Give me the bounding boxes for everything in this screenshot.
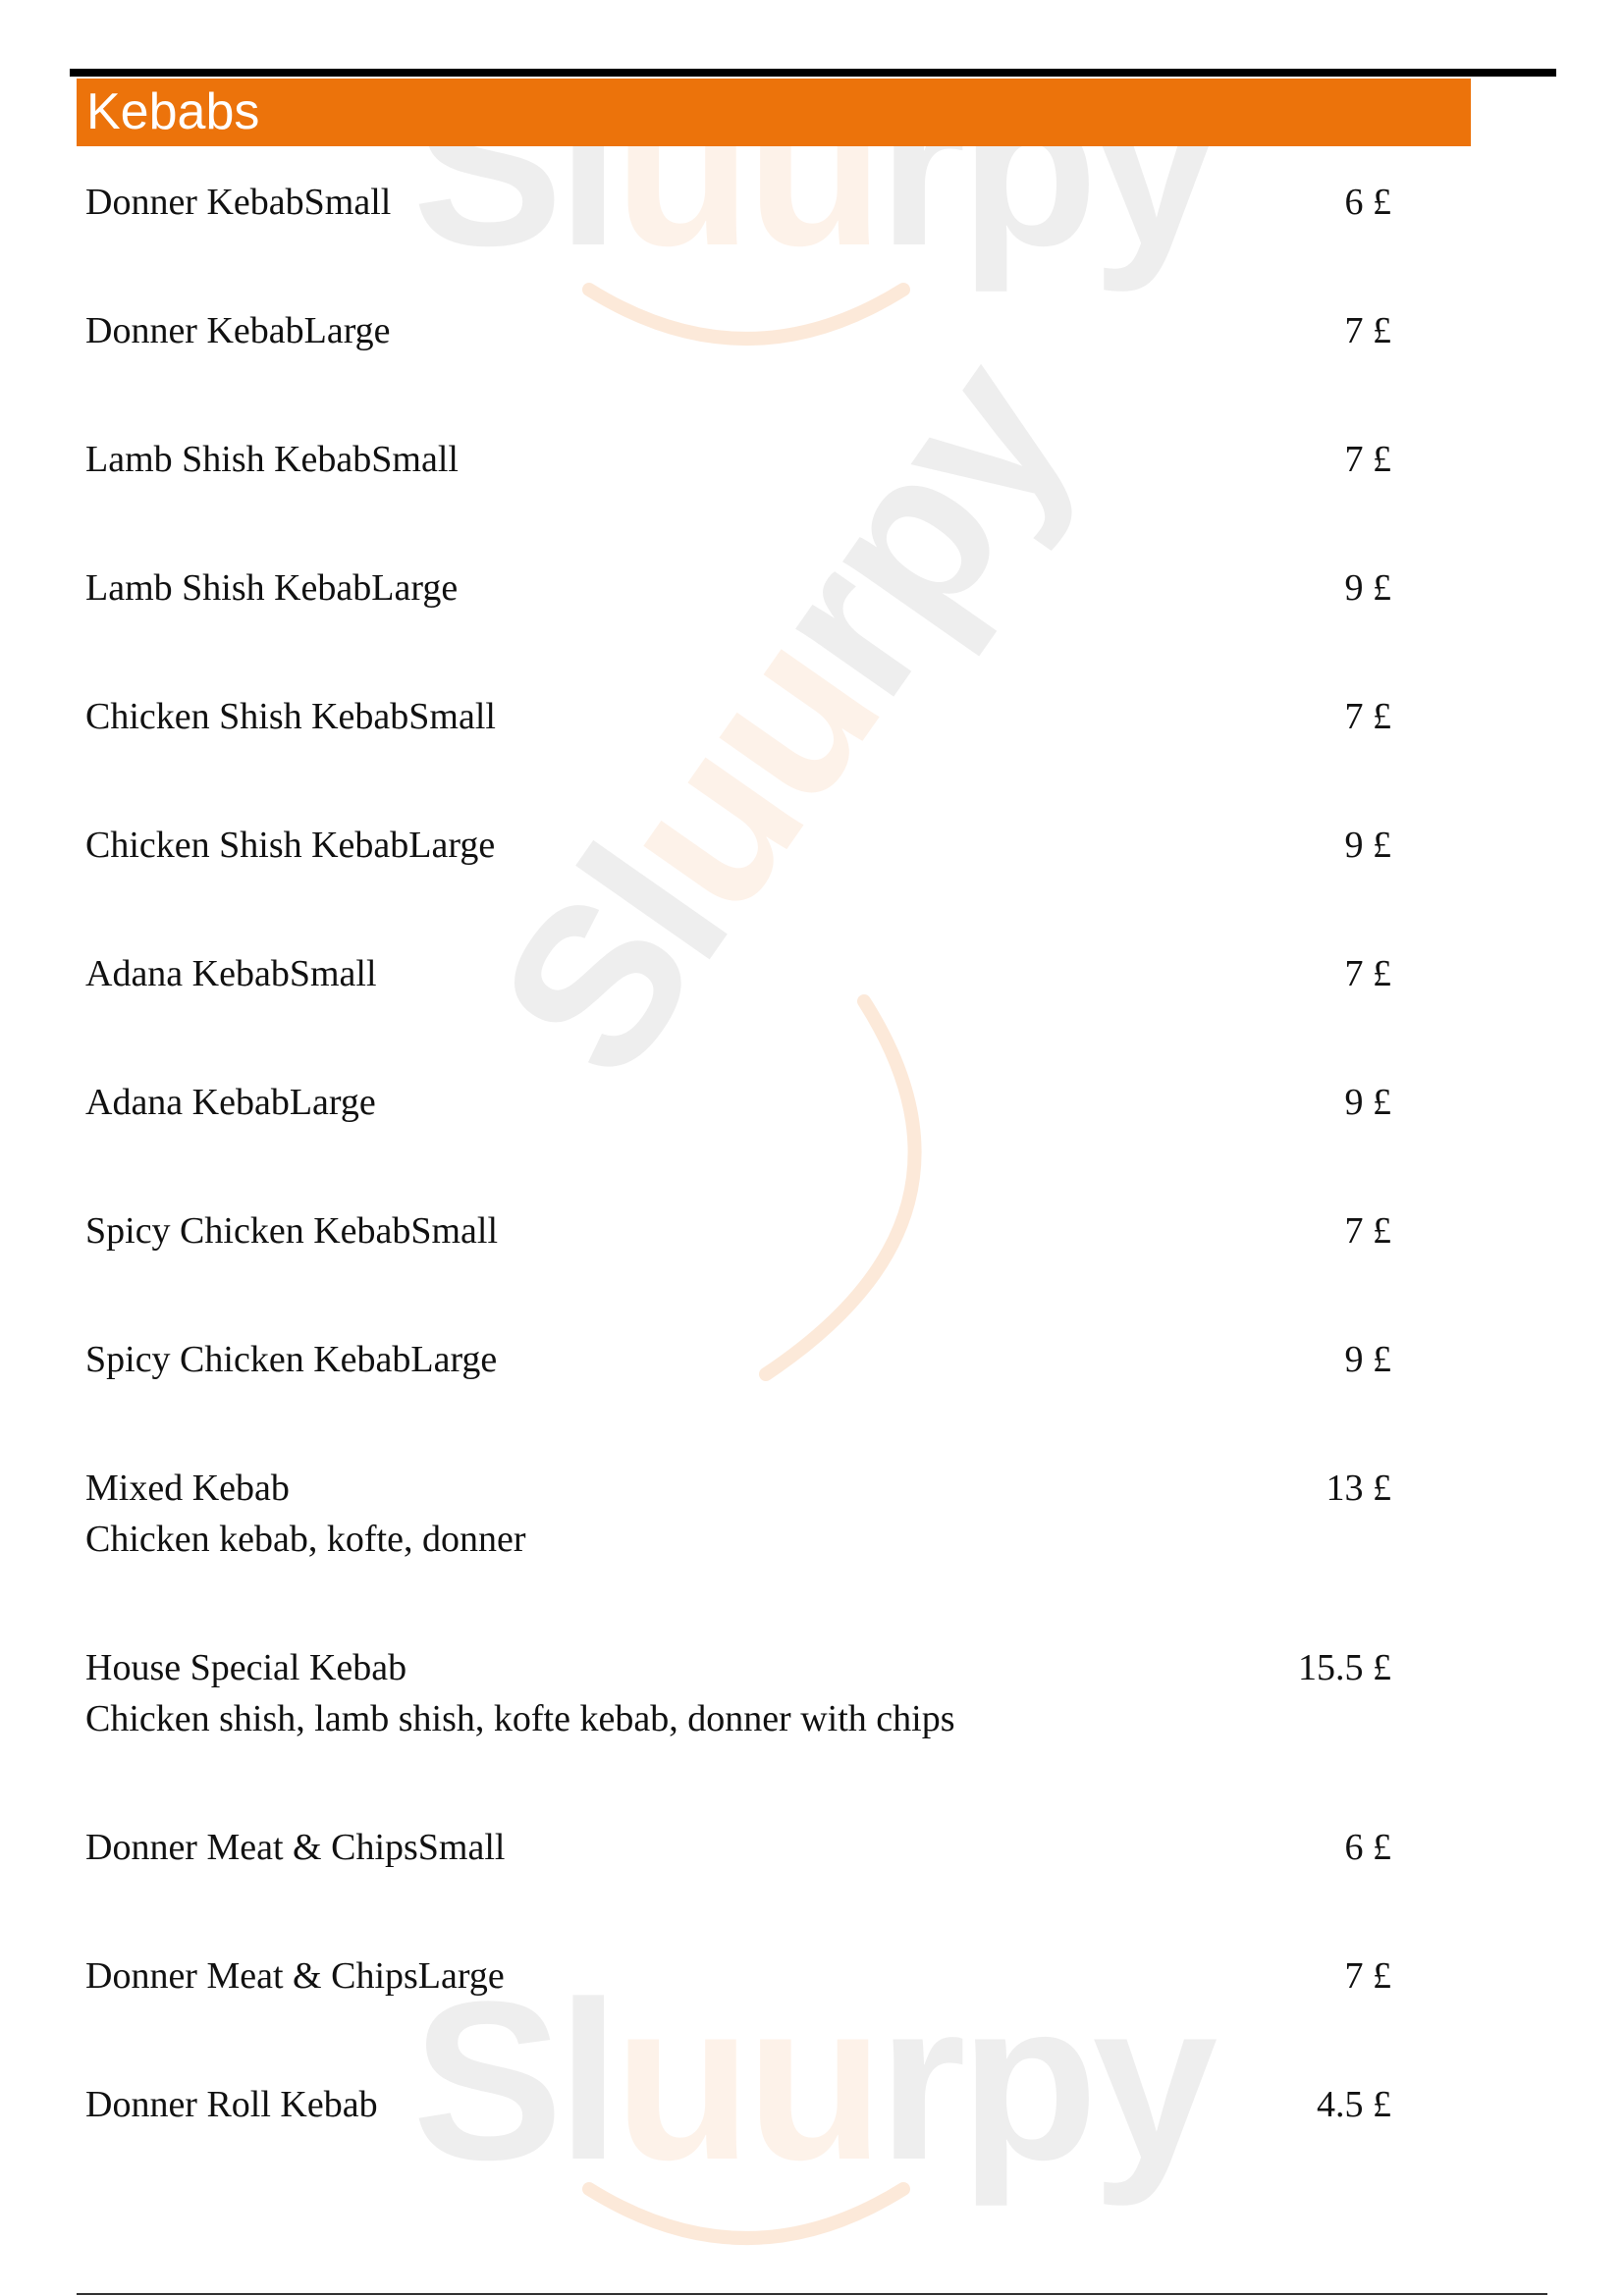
item-price: 15.5 £ [1298, 1647, 1391, 1688]
item-name: Donner Roll Kebab [85, 2084, 378, 2125]
item-price: 7 £ [1344, 1955, 1391, 1997]
bottom-rule [77, 2293, 1547, 2295]
watermark-top: Sluurpy [412, 40, 1213, 293]
item-description: Chicken kebab, kofte, donner [85, 1519, 526, 1560]
item-name: Adana KebabLarge [85, 1082, 376, 1123]
item-name: Donner Meat & ChipsSmall [85, 1827, 506, 1868]
item-price: 6 £ [1344, 1827, 1391, 1868]
item-name: Chicken Shish KebabLarge [85, 825, 496, 866]
item-name: Mixed Kebab [85, 1468, 290, 1509]
item-name: Spicy Chicken KebabLarge [85, 1339, 498, 1380]
item-name: Donner KebabLarge [85, 310, 391, 351]
item-price: 7 £ [1344, 310, 1391, 351]
item-price: 9 £ [1344, 1082, 1391, 1123]
watermark-smile-top [579, 250, 913, 368]
item-price: 4.5 £ [1317, 2084, 1391, 2125]
item-name: Donner KebabSmall [85, 182, 392, 223]
item-description: Chicken shish, lamb shish, kofte kebab, donner with chips [85, 1698, 955, 1739]
item-price: 6 £ [1344, 182, 1391, 223]
item-name: Chicken Shish KebabSmall [85, 696, 496, 737]
item-price: 13 £ [1326, 1468, 1391, 1509]
watermark-smile-middle [746, 982, 1001, 1394]
item-name: Spicy Chicken KebabSmall [85, 1210, 499, 1252]
item-name: Donner Meat & ChipsLarge [85, 1955, 505, 1997]
item-price: 9 £ [1344, 1339, 1391, 1380]
watermark-middle: Sluurpy [450, 318, 1116, 1119]
item-price: 9 £ [1344, 567, 1391, 609]
watermark-smile-bottom [579, 2160, 913, 2268]
item-name: Lamb Shish KebabLarge [85, 567, 459, 609]
item-price: 9 £ [1344, 825, 1391, 866]
item-name: Lamb Shish KebabSmall [85, 439, 459, 480]
item-price: 7 £ [1344, 439, 1391, 480]
item-price: 7 £ [1344, 953, 1391, 994]
item-price: 7 £ [1344, 696, 1391, 737]
top-rule [70, 69, 1556, 77]
section-header: Kebabs [77, 79, 1471, 146]
item-name: Adana KebabSmall [85, 953, 377, 994]
item-price: 7 £ [1344, 1210, 1391, 1252]
watermark-bottom: Sluurpy [412, 1954, 1213, 2207]
item-name: House Special Kebab [85, 1647, 407, 1688]
